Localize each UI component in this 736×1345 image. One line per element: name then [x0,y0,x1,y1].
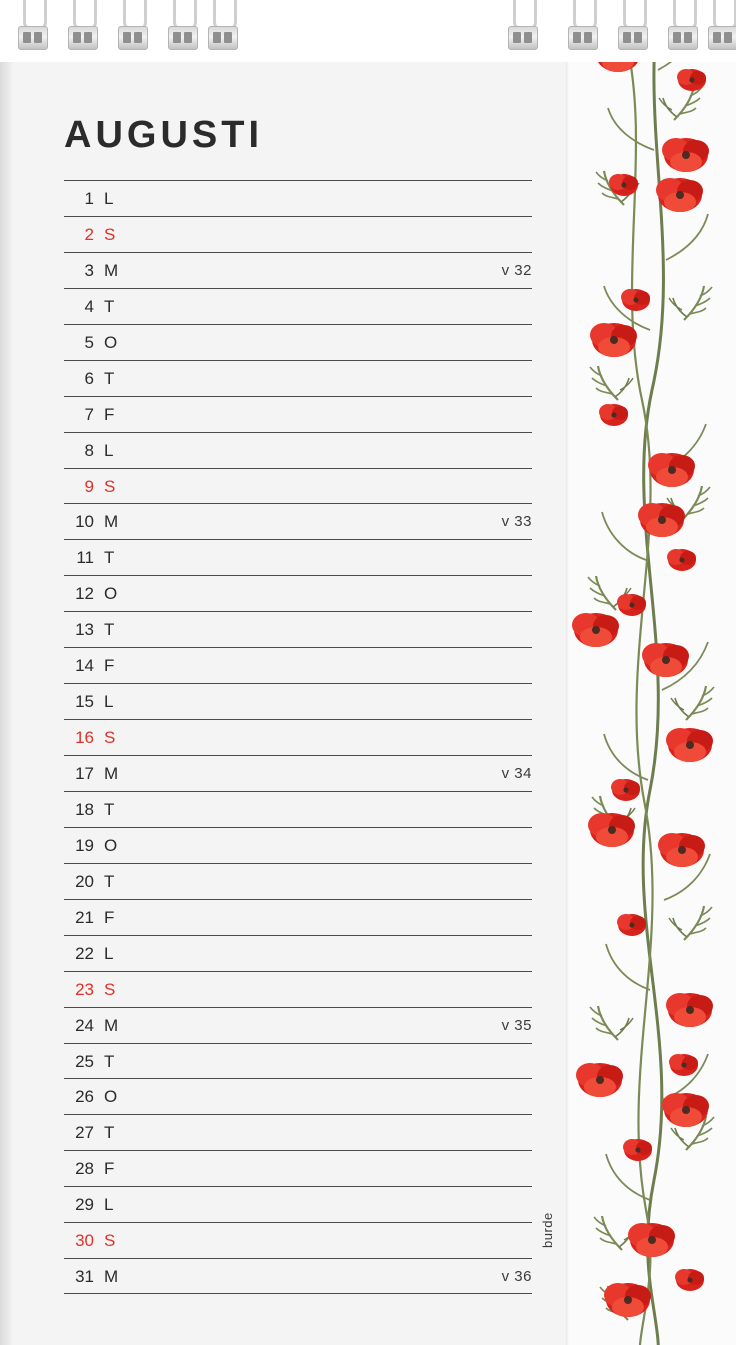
day-of-week-letter: O [104,835,118,855]
day-number: 24 [75,1015,94,1035]
day-row[interactable] [64,360,532,396]
day-number: 1 [84,189,94,208]
day-number: 8 [84,440,94,460]
day-of-week-letter: M [104,260,119,280]
day-of-week-letter: S [104,224,116,244]
day-row[interactable] [64,575,532,611]
day-row[interactable] [64,180,532,216]
page-title: AUGUSTI [64,114,263,156]
day-row[interactable] [64,324,532,360]
day-number: 22 [75,943,94,963]
day-number: 16 [75,728,94,748]
day-of-week-letter: L [104,440,114,460]
day-of-week-letter: T [104,296,115,316]
day-of-week-letter: T [104,368,115,388]
day-number: 2 [84,224,94,244]
day-row[interactable] [64,827,532,863]
day-of-week-letter: T [104,1123,115,1143]
day-of-week-letter: F [104,656,115,676]
poppy-flower-vine-illustration [566,0,736,1345]
day-row[interactable] [64,252,532,288]
page-shadow-left [0,0,14,1345]
week-number-label: v 36 [501,1268,532,1286]
day-number: 20 [75,871,94,891]
spiral-clip [208,26,238,50]
day-of-week-letter: O [104,584,118,604]
day-number: 9 [84,476,94,496]
day-row[interactable] [64,611,532,647]
day-of-week-letter: L [104,189,114,208]
day-number: 14 [75,656,94,676]
day-row[interactable] [64,935,532,971]
day-row[interactable] [64,647,532,683]
day-number: 27 [75,1123,94,1143]
day-of-week-letter: L [104,943,114,963]
day-row[interactable] [64,683,532,719]
day-number: 19 [75,835,94,855]
week-number-label: v 35 [501,1016,532,1034]
day-row[interactable] [64,539,532,575]
day-of-week-letter: T [104,1051,115,1071]
day-of-week-letter: F [104,907,115,927]
day-of-week-letter: M [104,764,119,783]
day-row[interactable] [64,1078,532,1114]
day-of-week-letter: O [104,332,118,352]
day-number: 17 [75,764,94,783]
day-row[interactable] [64,503,532,539]
day-row[interactable] [64,1186,532,1222]
brand-logo: burde [540,1212,555,1248]
day-of-week-letter: M [104,512,119,532]
day-number: 23 [75,979,94,999]
day-number: 11 [76,548,94,568]
day-row[interactable] [64,396,532,432]
spiral-clip [618,26,648,50]
day-row[interactable] [64,1007,532,1043]
spiral-clip [508,26,538,50]
day-row[interactable] [64,1114,532,1150]
poppy-flowers [572,38,713,1317]
week-number-label: v 34 [501,765,532,782]
day-of-week-letter: F [104,1159,115,1179]
day-row[interactable] [64,899,532,935]
day-row[interactable] [64,863,532,899]
day-row[interactable] [64,288,532,324]
day-number: 30 [75,1231,94,1251]
spiral-clip [18,26,48,50]
day-of-week-letter: O [104,1087,118,1107]
day-row[interactable] [64,719,532,755]
day-of-week-letter: S [104,1231,116,1251]
day-number: 5 [84,332,94,352]
day-row[interactable] [64,1222,532,1258]
day-row[interactable] [64,1150,532,1186]
day-of-week-letter: T [104,548,115,568]
day-of-week-letter: L [104,1195,114,1215]
spiral-clip [568,26,598,50]
day-number: 6 [84,368,94,388]
day-number: 18 [75,799,94,819]
day-number: 31 [75,1267,94,1287]
day-list [64,180,532,1294]
day-number: 12 [75,584,94,604]
day-row[interactable] [64,1043,532,1079]
day-row[interactable] [64,432,532,468]
hanging-hole [263,6,471,68]
day-number: 10 [75,512,94,532]
day-row[interactable] [64,791,532,827]
day-of-week-letter: M [104,1267,119,1287]
day-number: 21 [75,907,94,927]
day-row[interactable] [64,1258,532,1294]
day-row[interactable] [64,216,532,252]
spiral-clip [168,26,198,50]
day-of-week-letter: L [104,692,114,712]
spiral-clip [118,26,148,50]
day-number: 7 [84,404,94,424]
spiral-clip [68,26,98,50]
day-number: 25 [75,1051,94,1071]
week-number-label: v 32 [501,261,532,279]
poppy-vine-svg [566,0,736,1345]
day-number: 13 [75,620,94,640]
day-of-week-letter: T [104,871,115,891]
day-row[interactable] [64,971,532,1007]
day-row[interactable] [64,755,532,791]
day-number: 15 [75,692,94,712]
day-number: 29 [75,1195,94,1215]
day-of-week-letter: F [104,404,115,424]
day-number: 26 [75,1087,94,1107]
spiral-clip [708,26,736,50]
hanging-hole-cutout [263,6,471,68]
leaf-sprays [588,26,714,1320]
day-number: 3 [84,260,94,280]
day-of-week-letter: T [104,620,115,640]
strip-edge [566,0,569,1345]
day-of-week-letter: S [104,728,116,748]
week-number-label: v 33 [501,513,532,531]
day-row[interactable] [64,468,532,504]
day-of-week-letter: S [104,476,116,496]
day-number: 28 [75,1159,94,1179]
day-number: 4 [84,296,94,316]
spiral-clip [668,26,698,50]
day-of-week-letter: S [104,979,116,999]
day-of-week-letter: T [104,799,115,819]
day-of-week-letter: M [104,1015,119,1035]
